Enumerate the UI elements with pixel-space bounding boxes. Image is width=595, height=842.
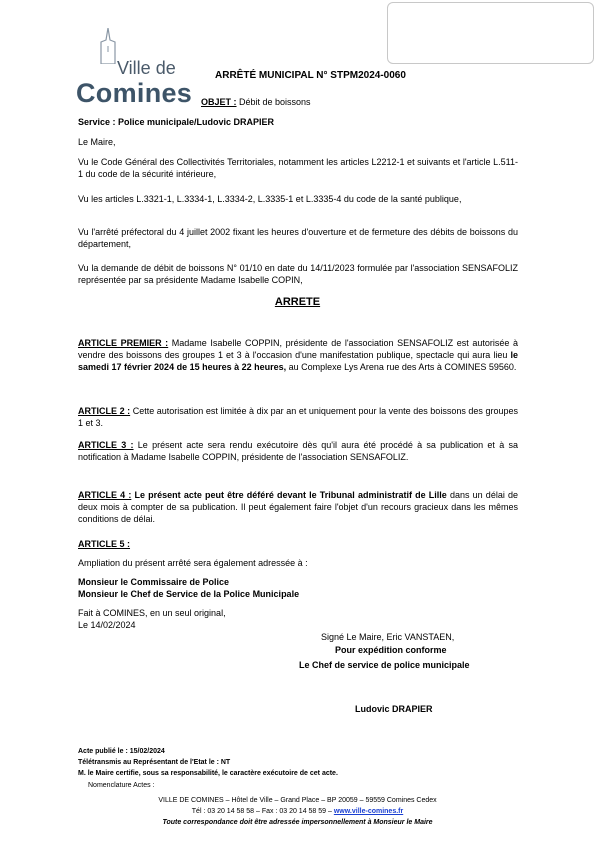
destinataire-2: Monsieur le Chef de Service de la Police Municipale: [78, 589, 300, 599]
date-line: Le 14/02/2024: [78, 620, 136, 630]
logo-ville-text: Ville de: [117, 58, 176, 78]
destinataire-1: Monsieur le Commissaire de Police: [78, 577, 230, 587]
website-link[interactable]: www.ville-comines.fr: [333, 808, 404, 815]
service-line: Service : Police municipale/Ludovic DRAPIER: [78, 117, 275, 127]
vu-paragraph-4: Vu la demande de débit de boissons N° 01/10 en date du 14/11/2023 formulée par l'association SENSAFOLIZ représentée par sa présidente Madame Isabelle COPIN,: [78, 263, 518, 285]
le-maire: Le Maire,: [78, 137, 116, 147]
article-3-label: ARTICLE 3 :: [78, 440, 134, 450]
pour-expedition: Pour expédition conforme: [335, 645, 447, 655]
signatory-name: Ludovic DRAPIER: [355, 704, 433, 714]
footer-address: VILLE DE COMINES – Hôtel de Ville – Grand Place – BP 20059 – 59559 Comines Cedex: [158, 797, 437, 804]
logo-comines-text: Comines: [76, 78, 193, 108]
chef-de-service: Le Chef de service de police municipale: [299, 660, 470, 670]
footer-tel: Tél : 03 20 14 58 58 – Fax : 03 20 14 58 59 –: [191, 808, 334, 815]
teletransmis: Télétransmis au Représentant de l'Etat le : NT: [78, 759, 231, 766]
article-5-label: ARTICLE 5 :: [78, 539, 131, 549]
article-2: [78, 405, 518, 429]
vu-paragraph-2: Vu les articles L.3321-1, L.3334-1, L.3334-2, L.3335-1 et L.3335-4 du code de la santé publique,: [78, 194, 462, 204]
document-title: ARRÊTÉ MUNICIPAL N° STPM2024-0060: [215, 70, 406, 81]
article-2-label: ARTICLE 2 :: [78, 406, 131, 416]
vu-paragraph-1: Vu le Code Général des Collectivités Territoriales, notamment les articles L2212-1 et suivants et l'article L.511-1 du code de la sécurité intérieure,: [78, 157, 518, 179]
article-4: [78, 489, 518, 525]
ampliation: Ampliation du présent arrêté sera également adressée à :: [78, 558, 308, 568]
objet-label: OBJET :: [201, 97, 237, 107]
article-3: [78, 439, 518, 463]
objet-line: [201, 97, 311, 107]
objet-value: Débit de boissons: [236, 97, 311, 107]
article-4-tribunal: Le présent acte peut être déféré devant le Tribunal administratif de Lille: [131, 490, 447, 500]
vu-paragraph-3: Vu l'arrêté préfectoral du 4 juillet 2002 fixant les heures d'ouverture et de fermeture des débits de boissons du département,: [78, 227, 518, 249]
article-1-text-c: au Complexe Lys Arena rue des Arts à COMINES 59560.: [286, 362, 517, 372]
article-3-text: Le présent acte sera rendu exécutoire dès qu'il aura été procédé à sa publication et à sa notification à Madame Isabelle COPPIN, présidente de l'association SENSAFOLIZ.: [78, 440, 518, 462]
footer-correspondance: Toute correspondance doit être adressée impersonnellement à Monsieur le Maire: [162, 819, 433, 826]
article-4-label: ARTICLE 4 :: [78, 490, 132, 500]
acte-publie: Acte publié le : 15/02/2024: [78, 748, 165, 755]
article-1-date: le samedi 17 février 2024 de 15 heures à 22 heures,: [78, 350, 518, 372]
footer-contact: [0, 808, 595, 815]
article-1-label: ARTICLE PREMIER :: [78, 338, 169, 348]
stamp-box: [387, 2, 594, 64]
article-4-text: dans un délai de deux mois à compter de sa publication. Il peut également faire l'objet d'un recours gracieux dans les mêmes conditions de délai.: [78, 490, 518, 524]
arrete-heading: ARRETE: [274, 296, 321, 308]
nomenclature: Nomenclature Actes :: [88, 782, 155, 789]
signe-le-maire: Signé Le Maire, Eric VANSTAEN,: [321, 632, 455, 642]
certifie: M. le Maire certifie, sous sa responsabilité, le caractère exécutoire de cet acte.: [78, 770, 338, 777]
article-2-text: Cette autorisation est limitée à dix par an et uniquement pour la vente des boissons des groupes 1 et 3.: [78, 406, 518, 428]
article-1: [78, 337, 518, 373]
article-5: [78, 538, 518, 550]
article-1-text-a: Madame Isabelle COPPIN, présidente de l'association SENSAFOLIZ est autorisée à vendre des boissons des groupes 1 et 3 à l'occasion d'une manifestation publique, spectacle qui aura lieu: [78, 338, 518, 360]
fait-a: Fait à COMINES, en un seul original,: [78, 608, 226, 618]
